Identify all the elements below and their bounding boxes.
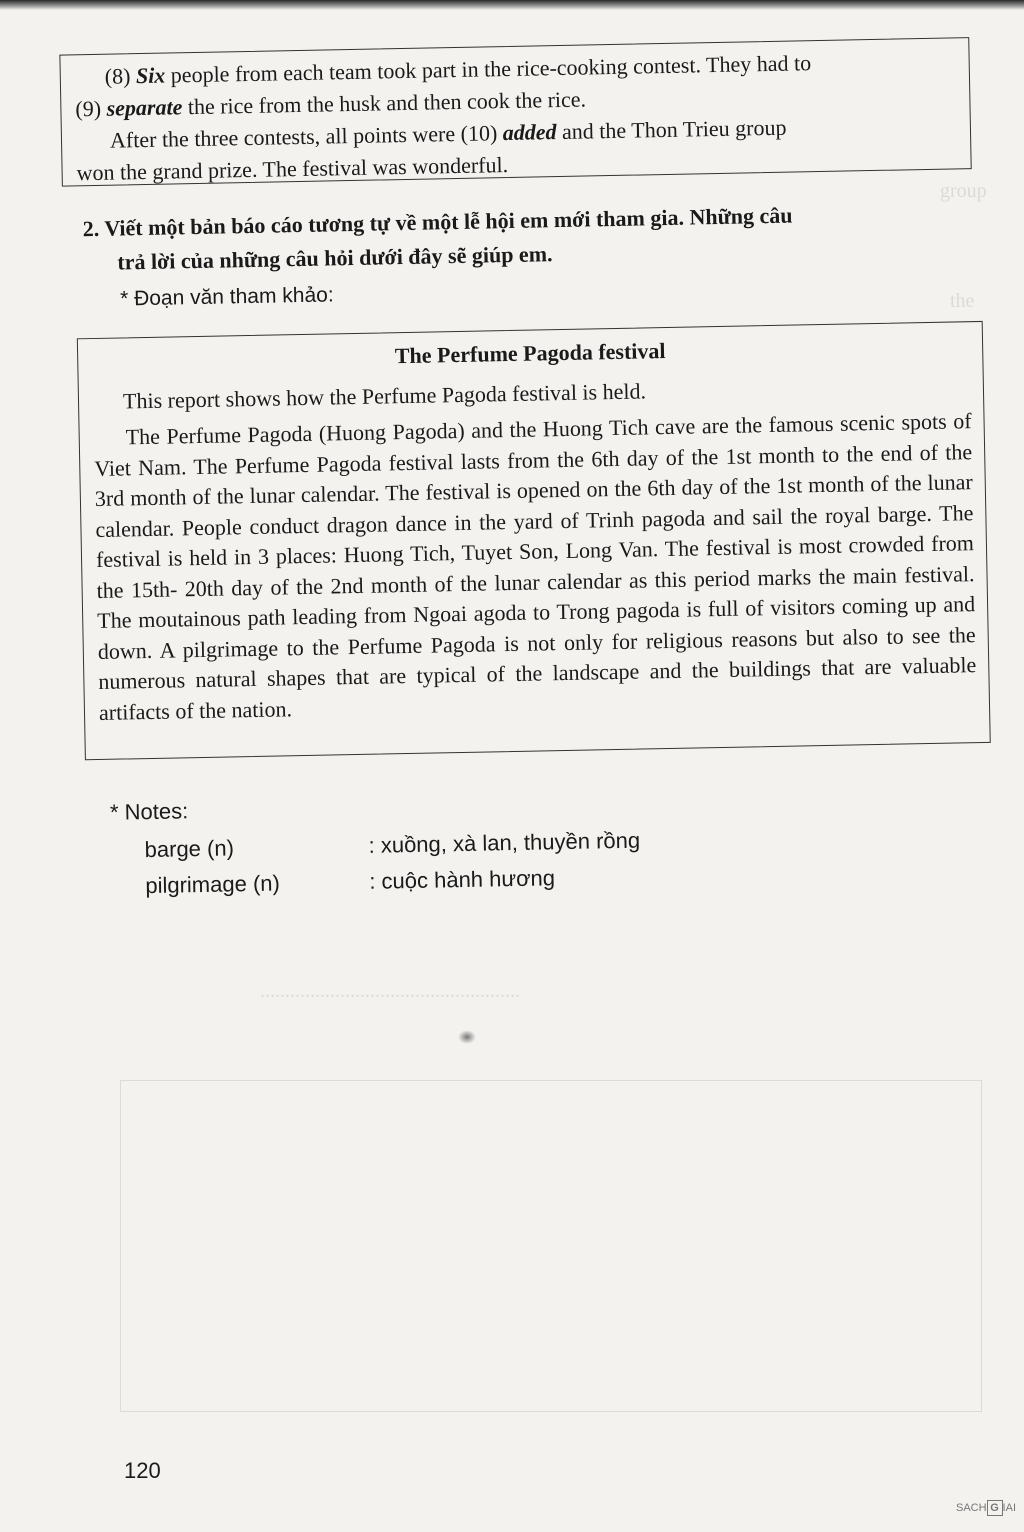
reference-label: * Đoạn văn tham khảo: bbox=[119, 283, 334, 311]
report-title: The Perfume Pagoda festival bbox=[394, 338, 666, 369]
report-intro: This report shows how the Perfume Pagoda festival is held. bbox=[122, 378, 647, 414]
passage-box bbox=[59, 37, 971, 186]
report-box bbox=[77, 321, 991, 760]
exercise-2-prompt: 2. Viết một bản báo cáo tương tự về một lễ hội em mới tham gia. Những câu trả lời của những câu hỏi dưới đây sẽ giúp em. bbox=[82, 202, 793, 275]
book-page: (8) Six people from each team took part in the rice-cooking contest. They had to (9) separate the rice from the husk and then cook the rice. After the three contests, all points were (10) added and the Thon Trieu group won the grand prize. The festival was wonderful. 2. Viết một bản báo cáo tương tự về một lễ hội em mới tham gia. Những câu trả lời của những câu hỏi dưới đây sẽ giúp em. * Đoạn văn tham khảo: The Perfume Pagoda festival This report shows how the Perfume Pagoda festival is held. The Perfume Pagoda (Huong Pagoda) and the Huong Tich cave are the famous scenic spots of Viet Nam. The Perfume Pagoda festival lasts from the 6th day of the 1st month to the end of the 3rd month of the lunar calendar. The festival is opened on the 6th day of the 1st month of the lunar calendar. People conduct dragon dance in the yard of Trinh pagoda and sail the royal barge. The festival is held in 3 places: Huong Tich, Tuyet Son, Long Van. The festival is most crowded from the 15th- 20th day of the 2nd month of the lunar calendar as this period marks the main festival. The moutainous path leading from Ngoai agoda to Trong pagoda is full of visitors coming up and down. A pilgrimage to the Perfume Pagoda is not only for religious reasons but also to see the numerous natural shapes that are typical of the landscape and the buildings that are valuable artifacts of the nation. * Notes: barge (n) : xuồng, xà lan, thuyền rồng pilgrimage (n) : cuộc hành hương bbox=[0, 0, 1024, 1532]
passage-line-4: won the grand prize. The festival was wonderful. bbox=[76, 152, 509, 186]
sachgiai-watermark bbox=[956, 1500, 1016, 1516]
watermark-logo: SACH G IAI bbox=[955, 1502, 1016, 1514]
ink-smudge bbox=[458, 1030, 476, 1044]
report-body: The Perfume Pagoda (Huong Pagoda) and the Huong Tich cave are the famous scenic spots of Viet Nam. The Perfume Pagoda festival lasts from the 6th day of the 1st month to the end of the 3rd month of the lunar calendar. The festival is opened on the 6th day of the 1st month of the lunar calendar. People conduct dragon dance in the yard of Trinh pagoda and sail the royal barge. The festival is held in 3 places: Huong Tich, Tuyet Son, Long Van. The festival is most crowded from the 15th- 20th day of the 2nd month of the lunar calendar as this period marks the main festival. The moutainous path leading from Ngoai agoda to Trong pagoda is full of visitors coming up and down. A pilgrimage to the Perfume Pagoda is not only for religious reasons but also to see the numerous natural shapes that are typical of the landscape and the buildings that are valuable artifacts of the nation. bbox=[94, 408, 977, 725]
passage-line-2: (9) separate the rice from the husk and then cook the rice. bbox=[75, 86, 587, 122]
passage-line-3: After the three contests, all points were (10) added and the Thon Trieu group bbox=[109, 114, 787, 153]
notes-heading: * Notes: bbox=[109, 798, 189, 825]
passage-line-1: (8) Six people from each team took part in the rice-cooking contest. They had to bbox=[104, 50, 812, 89]
page-number: 120 bbox=[124, 1458, 161, 1483]
